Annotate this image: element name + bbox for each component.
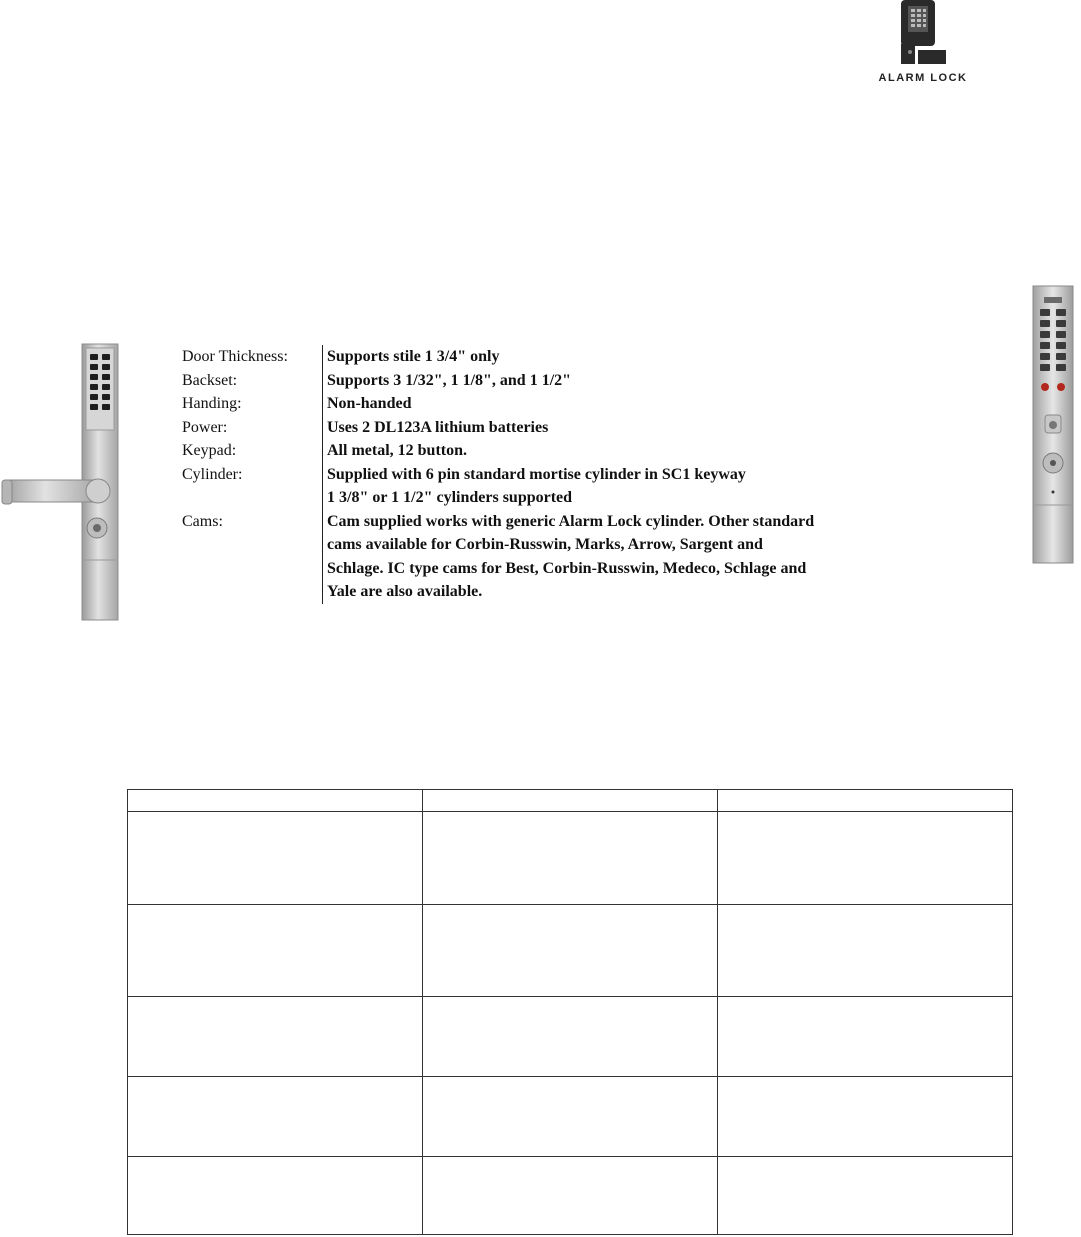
spec-value-line: Supports stile 1 3/4" only: [327, 348, 500, 365]
table-row: [128, 812, 1013, 905]
table-cell: [718, 905, 1013, 997]
spec-value-line: Cam supplied works with generic Alarm Lock cylinder. Other standard: [327, 512, 815, 530]
table-cell: [718, 1077, 1013, 1157]
spec-label: Keypad:: [182, 442, 237, 459]
spec-row-backset: [182, 369, 887, 393]
spec-value: [322, 463, 887, 510]
specifications-list: [182, 345, 887, 604]
spec-value: [322, 345, 887, 369]
spec-value-line: Schlage. IC type cams for Best, Corbin-Russwin, Medeco, Schlage and: [327, 559, 807, 577]
table-row: [128, 1157, 1013, 1235]
spec-label: Cams:: [182, 512, 223, 530]
spec-row-cylinder: [182, 463, 887, 510]
spec-value: [322, 510, 887, 604]
table-cell: [128, 997, 423, 1077]
table-cell: [718, 790, 1013, 812]
table-cell: [718, 997, 1013, 1077]
spec-value-line: cams available for Corbin-Russwin, Marks, Arrow, Sargent and: [327, 536, 763, 553]
table-cell: [423, 790, 718, 812]
table-cell: [128, 790, 423, 812]
lever-trim-lock-image: [0, 340, 124, 622]
spec-value: [322, 392, 887, 416]
lock-logo-icon: [898, 0, 948, 70]
table-cell: [423, 905, 718, 997]
keypad-trim-lock-image: [1032, 285, 1074, 565]
table-cell: [128, 1077, 423, 1157]
table-cell: [718, 1157, 1013, 1235]
table-row: [128, 1077, 1013, 1157]
spec-value-line: Non-handed: [327, 395, 412, 412]
table-row: [128, 790, 1013, 812]
spec-row-handing: [182, 392, 887, 416]
table-row: [128, 997, 1013, 1077]
spec-row-door-thickness: [182, 345, 887, 369]
table-cell: [423, 812, 718, 905]
table-row: [128, 905, 1013, 997]
spec-value: [322, 416, 887, 440]
spec-value-line: Supplied with 6 pin standard mortise cylinder in SC1 keyway: [327, 465, 746, 483]
spec-value: [322, 439, 887, 463]
spec-label: Backset:: [182, 371, 238, 389]
spec-value-line: 1 3/8" or 1 1/2" cylinders supported: [327, 489, 573, 506]
spec-value-line: Yale are also available.: [327, 583, 483, 600]
table-cell: [423, 1157, 718, 1235]
spec-value-line: All metal, 12 button.: [327, 442, 467, 459]
logo-brand-text: ALARM LOCK: [878, 72, 968, 84]
table-cell: [128, 1157, 423, 1235]
table-cell: [423, 997, 718, 1077]
spec-label: Power:: [182, 418, 228, 436]
spec-label: Cylinder:: [182, 465, 243, 483]
table-cell: [718, 812, 1013, 905]
spec-value-line: Supports 3 1/32", 1 1/8", and 1 1/2": [327, 371, 572, 389]
alarm-lock-logo: [858, 0, 988, 88]
spec-value-line: Uses 2 DL123A lithium batteries: [327, 418, 549, 436]
table-cell: [128, 905, 423, 997]
table-cell: [128, 812, 423, 905]
spec-row-power: [182, 416, 887, 440]
spec-label: Handing:: [182, 395, 242, 412]
spec-value: [322, 369, 887, 393]
spec-row-cams: [182, 510, 887, 604]
spec-row-keypad: [182, 439, 887, 463]
empty-table: [127, 789, 1013, 1235]
spec-label: Door Thickness:: [182, 348, 288, 365]
table-cell: [423, 1077, 718, 1157]
